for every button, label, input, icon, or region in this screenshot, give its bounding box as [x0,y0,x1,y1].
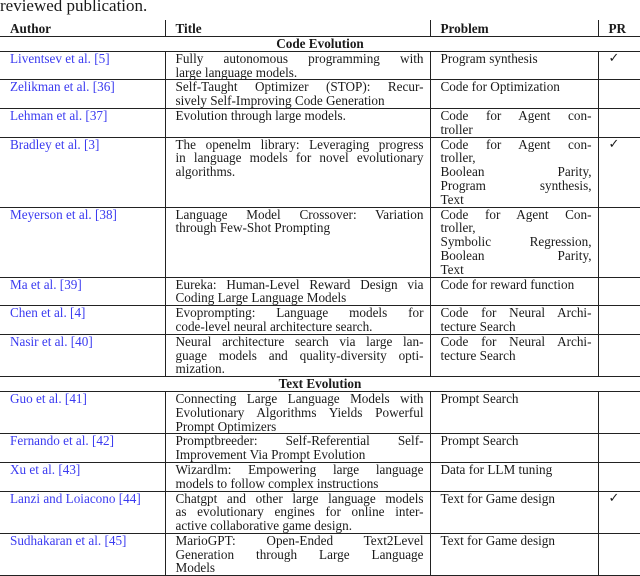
text-line: Program synthesis [440,50,538,66]
text-line: models to follow complex instructions [175,475,379,491]
table-row [0,462,640,491]
header-row [0,20,640,37]
pr-cell [598,277,640,306]
text-line: Evolutionary Algorithms Yields Powerful [175,404,424,420]
title-cell [165,137,430,207]
text-line: troller [440,121,473,137]
title-cell [165,462,430,491]
text-line: Fully autonomous programming with [175,50,424,66]
title-cell [165,306,430,335]
text-line: Connecting Large Language Models with [175,390,424,406]
text-line: Boolean Parity, [440,247,592,263]
text-line: sively Self-Improving Code Generation [175,93,385,109]
text-line: Code for Agent con- [440,107,592,123]
text-line: Program synthesis, [440,177,592,193]
problem-cell [430,391,598,433]
papers-table [0,20,640,576]
author-cell [0,491,165,533]
text-line: The openelm library: Leveraging progress [175,136,424,152]
section-header-row [0,377,640,392]
section-title: Text Evolution [0,377,640,392]
author-cell [0,334,165,376]
title-cell [165,434,430,463]
title-cell [165,533,430,575]
author-cell [0,207,165,277]
table-row [0,434,640,463]
text-line: Evoprompting: Language models for [175,305,424,321]
title-cell [165,207,430,277]
pr-cell [598,306,640,335]
text-line: Promptbreeder: Self-Referential Self- [175,433,424,449]
text-line: as evolutionary engines for online inter- [175,504,424,520]
title-cell [165,108,430,137]
table-row [0,80,640,109]
text-line: Evolution through large models. [175,107,346,123]
author-cell [0,462,165,491]
problem-cell [430,137,598,207]
header-author: Author [0,20,165,37]
table-row [0,51,640,80]
header-problem: Problem [430,20,598,37]
section-header-row [0,37,640,52]
table-row [0,533,640,575]
text-line: through Few-Shot Prompting [175,220,331,236]
text-line: active collaborative game design. [175,518,352,534]
pr-cell [598,51,640,80]
problem-cell [430,80,598,109]
text-line: Prompt Search [440,433,519,449]
problem-cell [430,434,598,463]
text-line: Neural architecture search via large lan- [175,333,424,349]
pr-cell [598,334,640,376]
pr-cell [598,391,640,433]
pr-cell [598,434,640,463]
problem-cell [430,108,598,137]
text-line: large language models. [175,64,298,80]
problem-cell [430,51,598,80]
header-title: Title [165,20,430,37]
checkmark-icon: ✓ [608,136,620,152]
table-row [0,207,640,277]
problem-cell [430,306,598,335]
author-citation-link[interactable]: Zelikman et al. [36] [10,79,115,95]
author-citation-link[interactable]: Xu et al. [43] [10,461,81,477]
text-line: Symbolic Regression, [440,234,592,250]
text-line: troller, [440,220,476,236]
table-row [0,277,640,306]
author-cell [0,277,165,306]
pr-cell [598,207,640,277]
text-line: troller, [440,150,476,166]
problem-cell [430,334,598,376]
table-row [0,391,640,433]
section-title: Code Evolution [0,37,640,52]
pr-cell [598,80,640,109]
checkmark-icon: ✓ [608,490,620,506]
table-row [0,334,640,376]
text-line: Wizardlm: Empowering large language [175,461,424,477]
author-citation-link[interactable]: Fernando et al. [42] [10,433,114,449]
text-line: Data for LLM tuning [440,461,553,477]
text-line: Generation through Large Language [175,546,424,562]
text-line: Text for Game design [440,490,555,506]
text-line: Code for Neural Archi- [440,333,592,349]
author-citation-link[interactable]: Ma et al. [39] [10,276,82,292]
pr-cell [598,533,640,575]
text-line: Boolean Parity, [440,164,592,180]
title-cell [165,277,430,306]
author-citation-link[interactable]: Lanzi and Loiacono [44] [10,490,141,506]
author-cell [0,434,165,463]
pr-cell [598,491,640,533]
pr-cell [598,108,640,137]
title-cell [165,334,430,376]
text-line: Text [440,191,464,207]
text-line: tecture Search [440,347,516,363]
table-row [0,108,640,137]
text-line: Code for reward function [440,276,575,292]
text-line: Code for Optimization [440,79,560,95]
table-row [0,137,640,207]
pr-cell [598,462,640,491]
text-line: Eureka: Human-Level Reward Design via [175,276,424,292]
author-cell [0,533,165,575]
problem-cell [430,462,598,491]
problem-cell [430,491,598,533]
author-cell [0,137,165,207]
text-line: tecture Search [440,318,516,334]
problem-cell [430,277,598,306]
text-line: Text for Game design [440,532,555,548]
text-line: Chatgpt and other large language models [175,490,424,506]
author-citation-link[interactable]: Liventsev et al. [5] [10,50,110,66]
author-cell [0,391,165,433]
text-line: Code for Agent con- [440,136,592,152]
text-line: mization. [175,361,225,377]
pr-cell [598,137,640,207]
title-cell [165,391,430,433]
text-line: Code for Agent Con- [440,206,592,222]
author-cell [0,80,165,109]
text-line: code-level neural architecture search. [175,318,373,334]
author-citation-link[interactable]: Guo et al. [41] [10,390,87,406]
text-line: Code for Neural Archi- [440,305,592,321]
author-cell [0,306,165,335]
author-cell [0,108,165,137]
author-citation-link[interactable]: Lehman et al. [37] [10,107,108,123]
problem-cell [430,533,598,575]
checkmark-icon: ✓ [608,50,620,66]
title-cell [165,51,430,80]
text-line: MarioGPT: Open-Ended Text2Level [175,532,424,548]
text-line: Prompt Optimizers [175,418,277,434]
table-row [0,491,640,533]
author-citation-link[interactable]: Meyerson et al. [38] [10,206,117,222]
text-line: in language models for novel evolutionary [175,150,424,166]
text-line: Text [440,261,464,277]
text-line: Self-Taught Optimizer (STOP): Recur- [175,79,424,95]
author-citation-link[interactable]: Sudhakaran et al. [45] [10,532,127,548]
author-citation-link[interactable]: Nasir et al. [40] [10,333,93,349]
intro-text: reviewed publication. [0,0,148,15]
title-cell [165,80,430,109]
author-cell [0,51,165,80]
text-line: guage models and quality-diversity opti- [175,347,424,363]
author-citation-link[interactable]: Chen et al. [4] [10,305,86,321]
text-line: Models [175,560,216,576]
text-line: Coding Large Language Models [175,290,347,306]
text-line: algorithms. [175,164,236,180]
text-line: Language Model Crossover: Variation [175,206,424,222]
author-citation-link[interactable]: Bradley et al. [3] [10,136,100,152]
text-line: Improvement Via Prompt Evolution [175,447,366,463]
text-line: Prompt Search [440,390,519,406]
table-row [0,306,640,335]
header-pr: PR [598,20,640,37]
title-cell [165,491,430,533]
problem-cell [430,207,598,277]
